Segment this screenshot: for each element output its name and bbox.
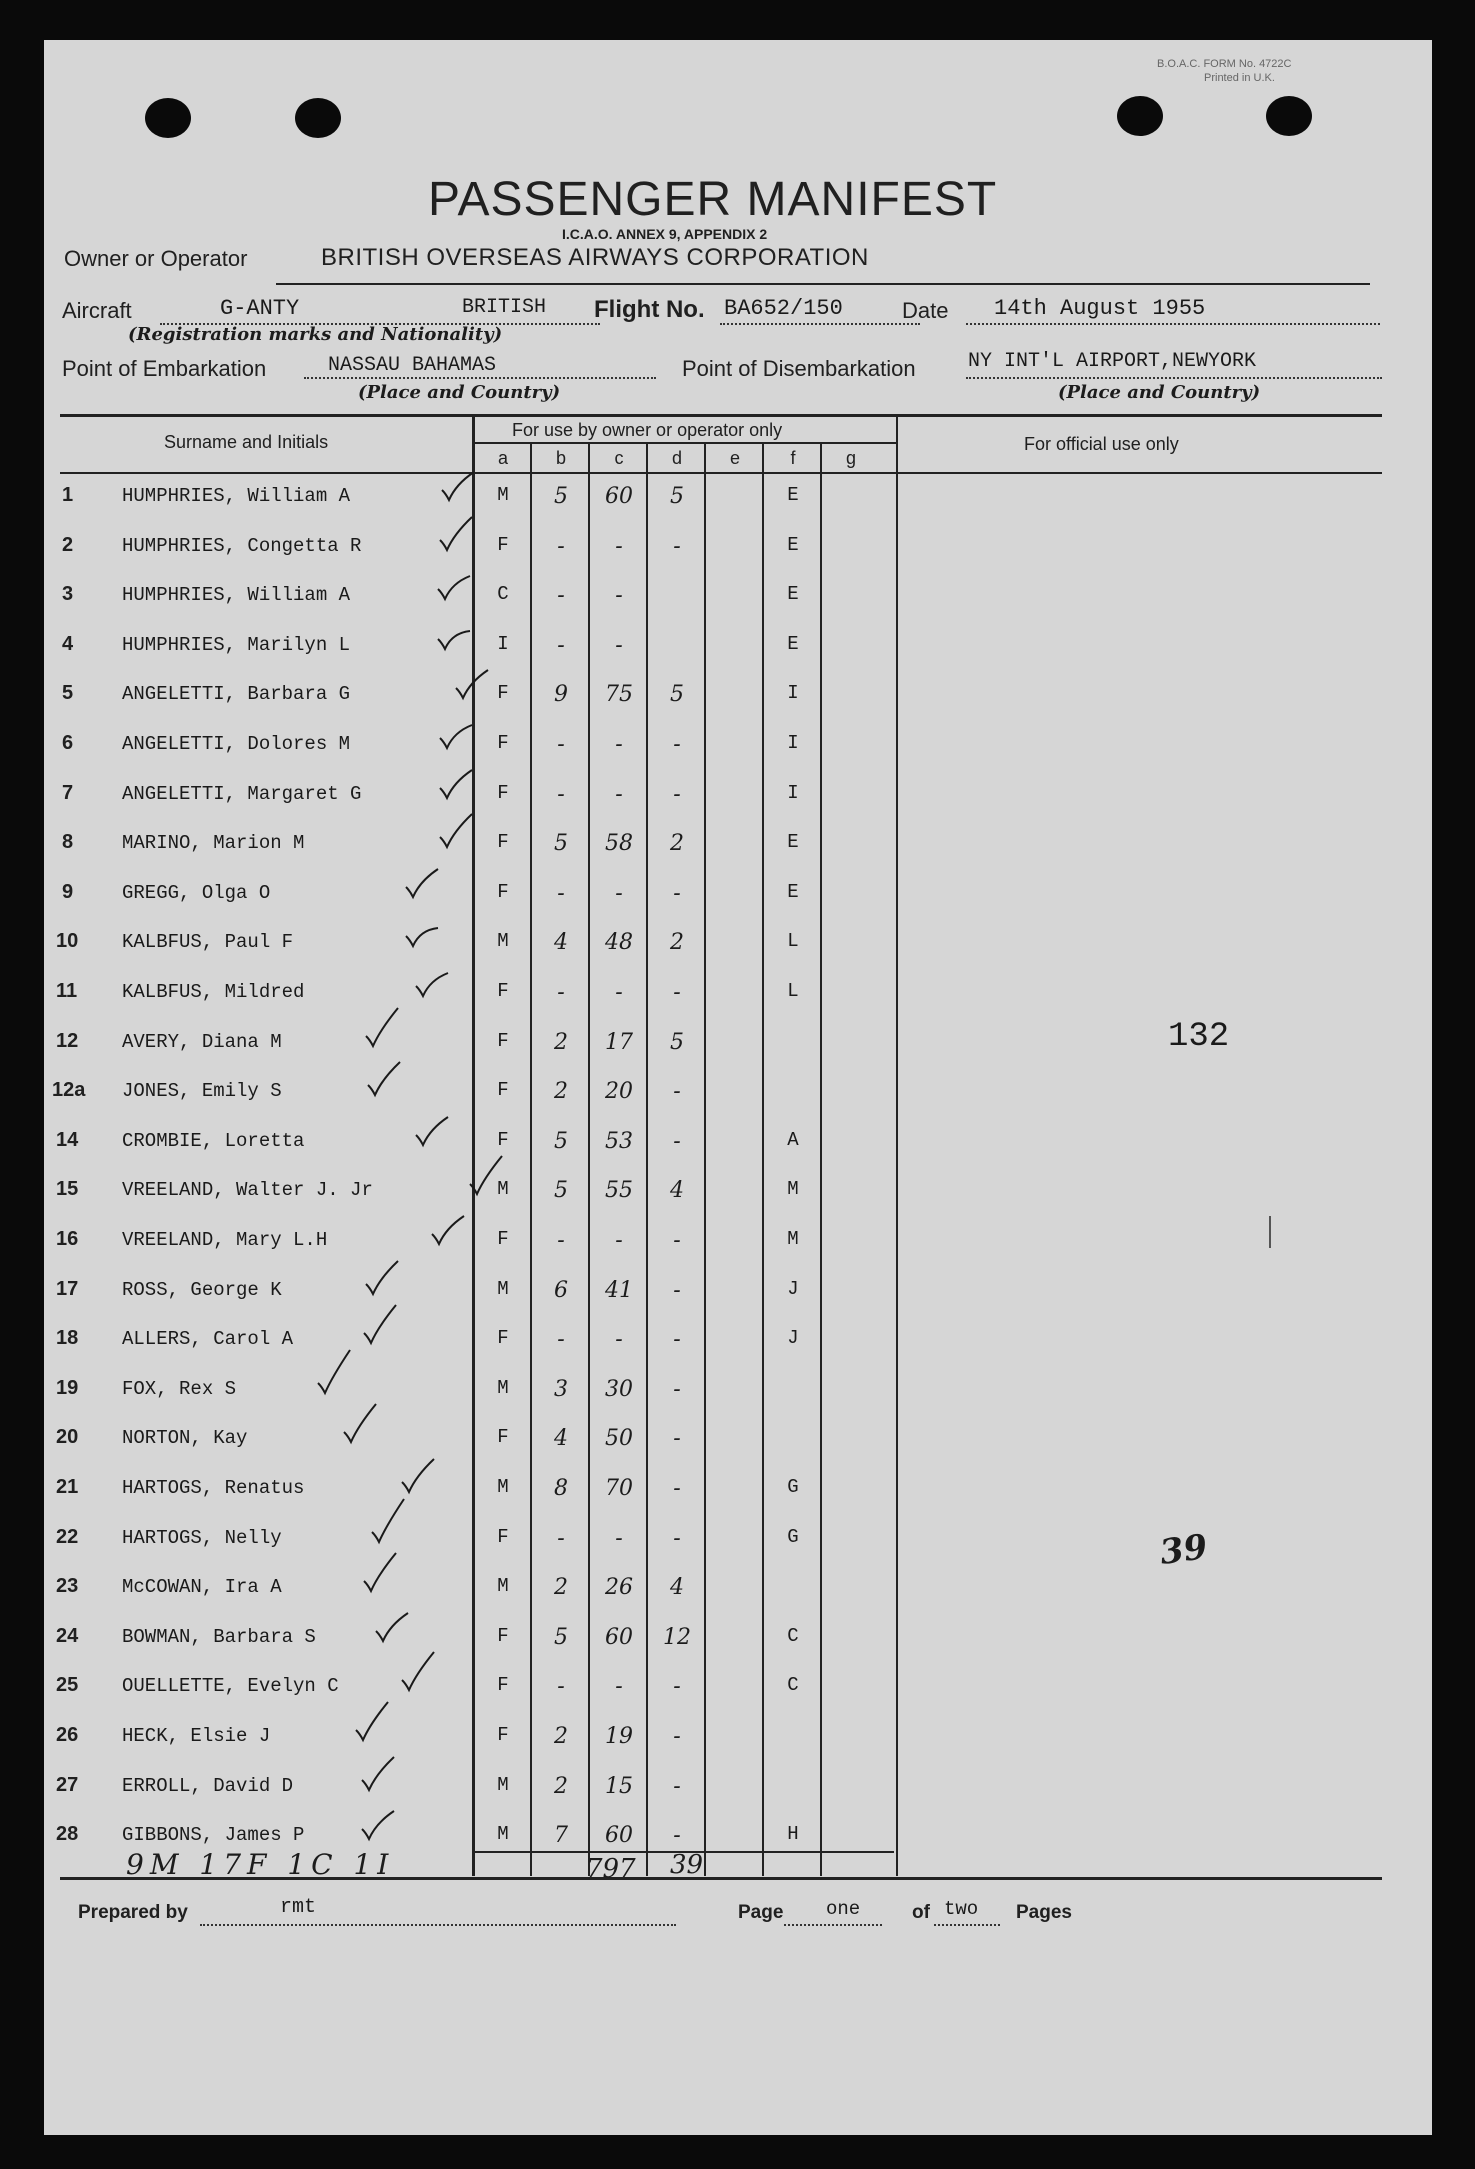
check-mark-icon	[374, 1613, 404, 1643]
surname-header: Surname and Initials	[164, 432, 329, 452]
column-line	[588, 444, 590, 1876]
cell-b: 5	[554, 831, 568, 857]
cell-d: 4	[670, 1178, 684, 1204]
cell-c: 55	[605, 1178, 633, 1204]
disembarkation-value: NY INT'L AIRPORT,NEWYORK	[968, 350, 1257, 373]
cell-f: E	[787, 583, 799, 606]
cell-d: -	[673, 1426, 681, 1452]
cell-d: -	[673, 1823, 681, 1849]
registration-caption: (Registration marks and Nationality)	[128, 324, 503, 345]
column-header-f: f	[790, 448, 796, 468]
embarkation-caption: (Place and Country)	[358, 382, 561, 403]
cell-a: C	[497, 583, 509, 606]
cell-f: I	[787, 682, 799, 705]
embarkation-value: NASSAU BAHAMAS	[328, 354, 497, 377]
check-mark-icon	[364, 1266, 394, 1296]
cell-c: -	[615, 1327, 623, 1353]
cell-b: 5	[554, 1624, 568, 1650]
check-mark-icon	[404, 918, 434, 948]
cell-b: 5	[554, 1128, 568, 1154]
cell-b: -	[557, 583, 565, 609]
check-mark-icon	[370, 1514, 400, 1544]
cell-f: E	[787, 484, 799, 506]
printed-note: Printed in U.K.	[1204, 72, 1275, 84]
cell-d: -	[673, 732, 681, 757]
cell-a: F	[497, 1724, 509, 1746]
cell-d: -	[673, 1476, 681, 1501]
pages-label: Pages	[1016, 1902, 1072, 1923]
cell-a: F	[497, 533, 509, 556]
cell-f: A	[787, 1128, 799, 1151]
passenger-name: VREELAND, Walter J. Jr	[122, 1179, 373, 1202]
cell-c: 60	[605, 484, 633, 509]
cell-f: G	[787, 1476, 799, 1498]
row-number: 24	[56, 1624, 79, 1647]
cell-a: F	[497, 1029, 509, 1052]
cell-a: M	[497, 1773, 509, 1796]
check-mark-icon	[404, 869, 434, 899]
check-mark-icon	[400, 1662, 430, 1692]
cell-b: 2	[554, 1773, 568, 1799]
row-number: 2	[62, 533, 74, 556]
row-number: 5	[62, 682, 74, 705]
cell-a: F	[497, 1624, 509, 1647]
cell-d: -	[673, 1525, 681, 1551]
cell-a: M	[497, 1476, 509, 1498]
cell-c: -	[615, 1674, 623, 1700]
cell-d: -	[673, 1327, 681, 1353]
cell-c: 30	[605, 1376, 633, 1402]
cell-f: E	[787, 880, 799, 903]
row-number: 14	[56, 1128, 79, 1151]
cell-b: 8	[554, 1476, 568, 1501]
passenger-name: GIBBONS, James P	[122, 1824, 305, 1847]
row-number: 18	[56, 1327, 79, 1350]
cell-c: 60	[605, 1823, 633, 1849]
punch-hole	[295, 98, 341, 138]
passenger-name: KALBFUS, Mildred	[122, 981, 305, 1003]
operator-label: Owner or Operator	[64, 246, 248, 271]
flight-date: 14th August 1955	[994, 296, 1206, 321]
cell-d: -	[673, 1773, 681, 1799]
row-number: 9	[62, 880, 74, 903]
cell-a: F	[497, 831, 509, 854]
cell-c: 26	[605, 1575, 633, 1601]
cell-b: 7	[554, 1823, 568, 1849]
column-line	[762, 444, 764, 1876]
check-mark-icon	[414, 968, 444, 998]
cell-b: 4	[554, 930, 568, 956]
cell-a: M	[497, 1575, 509, 1598]
passenger-name: ROSS, George K	[122, 1278, 282, 1301]
check-mark-icon	[342, 1414, 372, 1444]
cell-c: 17	[605, 1029, 633, 1055]
form-number: B.O.A.C. FORM No. 4722C	[1157, 58, 1292, 70]
cell-d: 5	[670, 484, 684, 509]
official-number: 132	[1168, 1018, 1230, 1056]
page-value: one	[826, 1898, 861, 1920]
column-line	[530, 444, 532, 1876]
check-mark-icon	[362, 1315, 392, 1345]
check-mark-icon	[430, 1216, 460, 1246]
cell-c: 53	[605, 1128, 633, 1154]
cell-f: M	[787, 1228, 799, 1250]
cell-a: F	[497, 1079, 509, 1102]
cell-a: M	[497, 1376, 509, 1399]
column-header-a: a	[497, 448, 508, 468]
prepared-label: Prepared by	[78, 1902, 188, 1923]
punch-hole	[1266, 96, 1312, 136]
cell-d: 2	[670, 930, 684, 956]
check-mark-icon	[316, 1365, 346, 1395]
of-value: two	[944, 1898, 979, 1920]
cell-c: 19	[605, 1724, 633, 1749]
aircraft-nationality: BRITISH	[462, 296, 547, 319]
cell-f: L	[787, 980, 799, 1002]
passenger-name: ERROLL, David D	[122, 1774, 294, 1797]
cell-d: 12	[663, 1624, 691, 1650]
cell-a: F	[497, 880, 509, 903]
cell-f: L	[787, 930, 799, 953]
check-mark-icon	[414, 1117, 444, 1147]
official-mark: 39	[1157, 1526, 1210, 1574]
passenger-name: HUMPHRIES, Marilyn L	[122, 633, 351, 656]
prepared-value: rmt	[280, 1896, 317, 1919]
row-number: 12a	[52, 1079, 86, 1102]
table-top-border	[60, 414, 1382, 417]
totals-d: 39	[670, 1850, 704, 1880]
row-number: 21	[56, 1476, 79, 1498]
row-number: 20	[56, 1426, 79, 1449]
check-mark-icon	[438, 720, 468, 750]
cell-f: G	[787, 1525, 799, 1548]
passenger-name: HUMPHRIES, William A	[122, 584, 351, 607]
cell-b: 2	[554, 1079, 568, 1105]
passenger-name: HUMPHRIES, William A	[122, 485, 351, 507]
check-mark-icon	[438, 819, 468, 849]
passenger-name: AVERY, Diana M	[122, 1030, 282, 1053]
cell-b: -	[557, 533, 565, 559]
cell-c: -	[615, 533, 623, 559]
cell-a: F	[497, 682, 509, 705]
cell-b: 5	[554, 484, 568, 509]
passenger-name: MARINO, Marion M	[122, 832, 305, 855]
check-mark-icon	[400, 1464, 430, 1494]
column-header-g: g	[845, 448, 856, 468]
passenger-name: KALBFUS, Paul F	[122, 931, 294, 954]
passenger-name: ANGELETTI, Barbara G	[122, 683, 351, 706]
cell-d: -	[673, 781, 681, 807]
passenger-name: ANGELETTI, Margaret G	[122, 782, 362, 805]
operator-value: BRITISH OVERSEAS AIRWAYS CORPORATION	[321, 244, 869, 271]
cell-b: -	[557, 880, 565, 906]
cell-d: -	[673, 1228, 681, 1253]
cell-c: 41	[605, 1277, 633, 1303]
punch-hole	[1117, 96, 1163, 136]
cell-a: F	[497, 732, 509, 754]
cell-f: E	[787, 831, 799, 854]
column-line	[896, 416, 898, 1876]
cell-c: -	[615, 632, 623, 658]
cell-f: I	[787, 781, 799, 804]
row-number: 15	[56, 1178, 79, 1201]
aircraft-label: Aircraft	[62, 298, 132, 323]
cell-c: -	[615, 781, 623, 807]
row-number: 28	[56, 1823, 79, 1846]
check-mark-icon	[364, 1018, 394, 1048]
cell-b: 2	[554, 1029, 568, 1055]
cell-d: -	[673, 1079, 681, 1105]
cell-c: -	[615, 732, 623, 757]
cell-b: 6	[554, 1277, 568, 1303]
row-number: 3	[62, 583, 74, 606]
cell-a: F	[497, 1128, 509, 1151]
check-mark-icon	[436, 621, 466, 651]
cell-d: 5	[670, 682, 684, 708]
cell-d: -	[673, 1724, 681, 1749]
cell-c: -	[615, 1525, 623, 1551]
row-number: 27	[56, 1773, 79, 1796]
cell-d: -	[673, 980, 681, 1005]
cell-a: M	[497, 1277, 509, 1300]
check-mark-icon	[360, 1811, 390, 1841]
check-mark-icon	[360, 1762, 390, 1792]
cell-a: I	[497, 632, 509, 655]
row-number: 19	[56, 1376, 79, 1399]
cell-b: 5	[554, 1178, 568, 1204]
cell-d: -	[673, 1128, 681, 1154]
row-number: 4	[62, 632, 74, 655]
row-number: 12	[56, 1029, 79, 1052]
passenger-name: JONES, Emily S	[122, 1080, 282, 1103]
cell-f: J	[787, 1327, 799, 1350]
cell-b: -	[557, 632, 565, 658]
cell-a: F	[497, 1674, 509, 1697]
cell-a: M	[497, 1823, 509, 1846]
cell-d: -	[673, 1277, 681, 1303]
cell-a: F	[497, 1327, 509, 1350]
check-mark-icon	[362, 1563, 392, 1593]
cell-b: -	[557, 781, 565, 807]
page-title: PASSENGER MANIFEST	[428, 173, 998, 226]
row-number: 26	[56, 1724, 79, 1746]
cell-f: E	[787, 533, 799, 556]
divider	[276, 283, 1370, 285]
cell-a: F	[497, 1525, 509, 1548]
cell-a: F	[497, 1228, 509, 1250]
passenger-name: HARTOGS, Renatus	[122, 1477, 305, 1499]
embarkation-label: Point of Embarkation	[62, 356, 267, 381]
row-number: 22	[56, 1525, 79, 1548]
flight-label: Flight No.	[594, 296, 705, 323]
column-header-c: c	[614, 448, 624, 468]
column-line	[704, 444, 706, 1876]
passenger-name: HUMPHRIES, Congetta R	[122, 534, 362, 557]
disembarkation-caption: (Place and Country)	[1058, 382, 1261, 403]
check-mark-icon	[438, 770, 468, 800]
cell-a: M	[497, 484, 509, 506]
cell-d: 4	[670, 1575, 684, 1601]
official-use-header: For official use only	[1024, 434, 1179, 454]
cell-b: -	[557, 1228, 565, 1253]
cell-d: -	[673, 1376, 681, 1402]
cell-d: -	[673, 880, 681, 906]
cell-b: 2	[554, 1724, 568, 1749]
operator-use-header: For use by owner or operator only	[512, 420, 783, 440]
column-line	[820, 444, 822, 1876]
cell-c: 20	[605, 1079, 633, 1105]
check-mark-icon	[438, 522, 468, 552]
passenger-name: CROMBIE, Loretta	[122, 1129, 305, 1152]
cell-f: E	[787, 632, 799, 655]
cell-f: I	[787, 732, 799, 754]
header-divider	[474, 442, 898, 444]
cell-c: -	[615, 1228, 623, 1253]
passenger-name: GREGG, Olga O	[122, 881, 271, 904]
passenger-name: VREELAND, Mary L.H	[122, 1229, 328, 1251]
cell-f: C	[787, 1674, 799, 1697]
of-label: of	[912, 1902, 930, 1923]
cell-a: F	[497, 980, 509, 1002]
column-header-d: d	[671, 448, 682, 468]
cell-b: 2	[554, 1575, 568, 1601]
cell-b: -	[557, 1327, 565, 1353]
row-number: 25	[56, 1674, 79, 1697]
row-number: 1	[62, 484, 74, 506]
row-number: 11	[56, 980, 78, 1002]
cell-c: -	[615, 583, 623, 609]
stray-mark	[1269, 1216, 1271, 1248]
cell-f: C	[787, 1624, 799, 1647]
flight-number: BA652/150	[724, 296, 843, 321]
punch-hole	[145, 98, 191, 138]
cell-b: 9	[554, 682, 568, 708]
cell-c: 50	[605, 1426, 633, 1452]
passenger-name: McCOWAN, Ira A	[122, 1576, 282, 1599]
cell-b: -	[557, 1674, 565, 1700]
date-label: Date	[902, 298, 949, 323]
totals-c: 797	[586, 1854, 636, 1884]
cell-c: 70	[605, 1476, 633, 1501]
row-number: 16	[56, 1228, 79, 1250]
passenger-name: FOX, Rex S	[122, 1377, 237, 1400]
cell-a: M	[497, 1178, 509, 1201]
column-line	[646, 444, 648, 1876]
cell-b: -	[557, 980, 565, 1005]
passenger-name: ALLERS, Carol A	[122, 1328, 294, 1351]
page-label: Page	[738, 1902, 784, 1923]
row-number: 7	[62, 781, 74, 804]
cell-a: M	[497, 930, 509, 953]
cell-c: 58	[605, 831, 633, 857]
cell-d: 2	[670, 831, 684, 857]
check-mark-icon	[366, 1067, 396, 1097]
cell-b: -	[557, 1525, 565, 1551]
check-mark-icon	[436, 571, 466, 601]
manifest-sheet	[44, 40, 1432, 2135]
row-number: 10	[56, 930, 79, 953]
cell-d: -	[673, 533, 681, 559]
column-header-e: e	[729, 448, 740, 468]
cell-b: 3	[554, 1376, 568, 1402]
passenger-name: HARTOGS, Nelly	[122, 1526, 282, 1549]
cell-b: -	[557, 732, 565, 757]
totals-summary: 9M 17F 1C 1I	[126, 1848, 395, 1881]
cell-c: 15	[605, 1773, 633, 1799]
cell-a: F	[497, 781, 509, 804]
cell-f: J	[787, 1277, 799, 1300]
cell-f: M	[787, 1178, 799, 1201]
passenger-name: NORTON, Kay	[122, 1427, 248, 1450]
row-number: 8	[62, 831, 74, 854]
row-number: 23	[56, 1575, 79, 1598]
cell-c: -	[615, 880, 623, 906]
cell-f: H	[787, 1823, 799, 1846]
passenger-name: HECK, Elsie J	[122, 1725, 271, 1747]
check-mark-icon	[440, 472, 470, 502]
cell-c: 48	[605, 930, 633, 956]
cell-d: -	[673, 1674, 681, 1700]
cell-c: 75	[605, 682, 633, 708]
aircraft-registration: G-ANTY	[220, 296, 300, 321]
cell-c: -	[615, 980, 623, 1005]
page-subtitle: I.C.A.O. ANNEX 9, APPENDIX 2	[562, 226, 768, 242]
header-bottom-border	[60, 472, 1382, 474]
disembarkation-label: Point of Disembarkation	[682, 356, 916, 381]
column-header-b: b	[555, 448, 566, 468]
row-number: 6	[62, 732, 74, 754]
passenger-name: ANGELETTI, Dolores M	[122, 733, 351, 755]
row-number: 17	[56, 1277, 79, 1300]
cell-d: 5	[670, 1029, 684, 1055]
cell-b: 4	[554, 1426, 568, 1452]
cell-a: F	[497, 1426, 509, 1449]
passenger-name: OUELLETTE, Evelyn C	[122, 1675, 339, 1698]
cell-c: 60	[605, 1624, 633, 1650]
passenger-name: BOWMAN, Barbara S	[122, 1625, 316, 1648]
check-mark-icon	[354, 1712, 384, 1742]
